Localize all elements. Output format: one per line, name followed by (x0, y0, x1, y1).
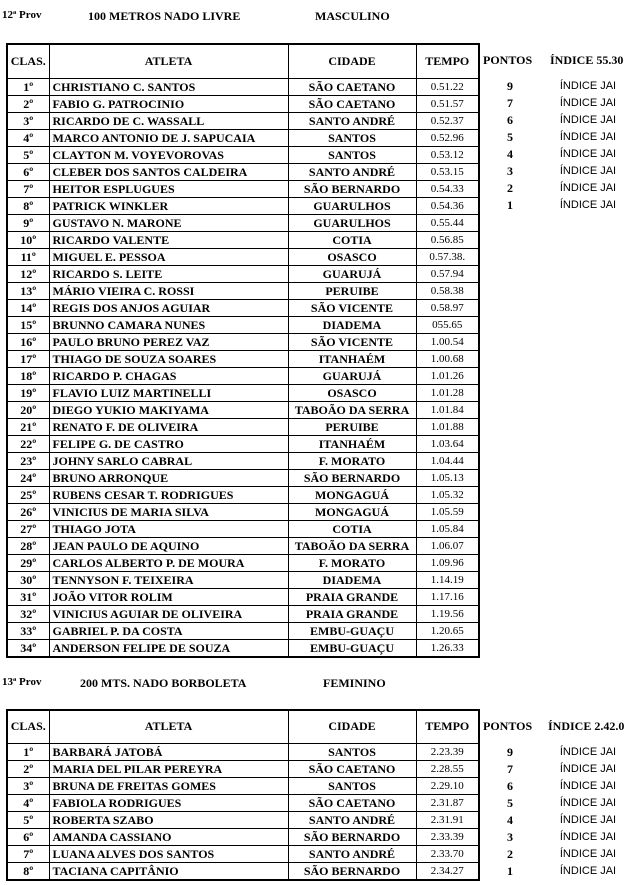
cell-clas: 7º (7, 180, 49, 197)
cell-athlete: BRUNA DE FREITAS GOMES (49, 777, 288, 794)
row-points: 4 (507, 813, 513, 827)
cell-time: 2.29.10 (416, 777, 479, 794)
cell-city: F. MORATO (288, 554, 416, 571)
cell-time: 0.57.38. (416, 248, 479, 265)
cell-clas: 34º (7, 639, 49, 657)
table-row (7, 469, 479, 486)
cell-clas: 9º (7, 214, 49, 231)
results-table-wrapper (6, 43, 480, 658)
row-points: 9 (507, 79, 513, 93)
cell-time: 055.65 (416, 316, 479, 333)
results-table (6, 43, 480, 658)
cell-clas: 1º (7, 743, 49, 760)
cell-athlete: REGIS DOS ANJOS AGUIAR (49, 299, 288, 316)
event-number: 13ª Prov (2, 676, 42, 688)
row-index: ÍNDICE JAI (559, 182, 617, 194)
row-index: ÍNDICE JAI (559, 746, 617, 758)
table-row (7, 163, 479, 180)
cell-clas: 19º (7, 384, 49, 401)
cell-clas: 11º (7, 248, 49, 265)
table-row (7, 760, 479, 777)
cell-time: 1.05.59 (416, 503, 479, 520)
cell-clas: 26º (7, 503, 49, 520)
table-row (7, 197, 479, 214)
cell-city: ITANHAÉM (288, 435, 416, 452)
cell-city: SANTO ANDRÉ (288, 811, 416, 828)
cell-city: GUARULHOS (288, 214, 416, 231)
table-row (7, 828, 479, 845)
cell-clas: 10º (7, 231, 49, 248)
cell-time: 1.05.13 (416, 469, 479, 486)
table-row (7, 316, 479, 333)
row-points: 1 (507, 198, 513, 212)
cell-city: SÃO CAETANO (288, 794, 416, 811)
table-row (7, 811, 479, 828)
cell-athlete: RENATO F. DE OLIVEIRA (49, 418, 288, 435)
cell-athlete: ROBERTA SZABO (49, 811, 288, 828)
cell-athlete: DIEGO YUKIO MAKIYAMA (49, 401, 288, 418)
cell-athlete: FLAVIO LUIZ MARTINELLI (49, 384, 288, 401)
cell-time: 0.53.15 (416, 163, 479, 180)
cell-city: SÃO CAETANO (288, 760, 416, 777)
results-table-wrapper (6, 709, 480, 881)
cell-athlete: AMANDA CASSIANO (49, 828, 288, 845)
row-points: 5 (507, 130, 513, 144)
cell-city: F. MORATO (288, 452, 416, 469)
table-row (7, 180, 479, 197)
cell-city: COTIA (288, 520, 416, 537)
cell-athlete: GUSTAVO N. MARONE (49, 214, 288, 231)
cell-clas: 7º (7, 845, 49, 862)
table-row (7, 129, 479, 146)
table-row (7, 520, 479, 537)
row-points: 2 (507, 181, 513, 195)
cell-athlete: HEITOR ESPLUGUES (49, 180, 288, 197)
row-index: ÍNDICE JAI (559, 165, 617, 177)
cell-city: SÃO BERNARDO (288, 828, 416, 845)
cell-athlete: CHRISTIANO C. SANTOS (49, 78, 288, 95)
table-row (7, 622, 479, 639)
row-points: 9 (507, 745, 513, 759)
cell-time: 0.52.96 (416, 129, 479, 146)
col-header-cidade: CIDADE (288, 44, 416, 78)
table-row (7, 418, 479, 435)
cell-time: 1.26.33 (416, 639, 479, 657)
points-header: PONTOS (483, 53, 533, 67)
cell-city: SANTO ANDRÉ (288, 845, 416, 862)
cell-clas: 2º (7, 760, 49, 777)
table-row (7, 605, 479, 622)
cell-clas: 28º (7, 537, 49, 554)
table-row (7, 537, 479, 554)
cell-time: 0.56.85 (416, 231, 479, 248)
cell-city: DIADEMA (288, 316, 416, 333)
cell-city: DIADEMA (288, 571, 416, 588)
cell-time: 2.28.55 (416, 760, 479, 777)
row-points: 1 (507, 864, 513, 878)
cell-clas: 30º (7, 571, 49, 588)
cell-athlete: THIAGO JOTA (49, 520, 288, 537)
cell-time: 0.51.57 (416, 95, 479, 112)
cell-clas: 6º (7, 163, 49, 180)
table-row (7, 401, 479, 418)
cell-athlete: JOÃO VITOR ROLIM (49, 588, 288, 605)
cell-city: MONGAGUÁ (288, 486, 416, 503)
cell-athlete: PAULO BRUNO PEREZ VAZ (49, 333, 288, 350)
cell-city: SANTOS (288, 777, 416, 794)
cell-city: SÃO VICENTE (288, 299, 416, 316)
cell-athlete: JEAN PAULO DE AQUINO (49, 537, 288, 554)
table-row (7, 862, 479, 880)
cell-time: 1.00.54 (416, 333, 479, 350)
cell-clas: 31º (7, 588, 49, 605)
table-row (7, 777, 479, 794)
cell-clas: 2º (7, 95, 49, 112)
cell-athlete: LUANA ALVES DOS SANTOS (49, 845, 288, 862)
table-row (7, 299, 479, 316)
cell-athlete: TACIANA CAPITÂNIO (49, 862, 288, 880)
table-row (7, 367, 479, 384)
cell-city: GUARULHOS (288, 197, 416, 214)
cell-time: 1.04.44 (416, 452, 479, 469)
cell-city: SÃO CAETANO (288, 78, 416, 95)
cell-athlete: CARLOS ALBERTO P. DE MOURA (49, 554, 288, 571)
cell-time: 0.58.97 (416, 299, 479, 316)
cell-time: 1.05.84 (416, 520, 479, 537)
cell-time: 2.31.91 (416, 811, 479, 828)
row-index: ÍNDICE JAI (559, 780, 617, 792)
row-index: ÍNDICE JAI (559, 848, 617, 860)
table-row (7, 265, 479, 282)
table-row (7, 231, 479, 248)
cell-time: 1.01.88 (416, 418, 479, 435)
table-row (7, 588, 479, 605)
row-points: 4 (507, 147, 513, 161)
cell-clas: 6º (7, 828, 49, 845)
row-index: ÍNDICE JAI (559, 148, 617, 160)
cell-time: 1.01.26 (416, 367, 479, 384)
cell-city: PERUIBE (288, 418, 416, 435)
cell-athlete: PATRICK WINKLER (49, 197, 288, 214)
cell-time: 1.01.28 (416, 384, 479, 401)
cell-athlete: TENNYSON F. TEIXEIRA (49, 571, 288, 588)
cell-time: 0.54.33 (416, 180, 479, 197)
cell-time: 0.53.12 (416, 146, 479, 163)
table-row (7, 350, 479, 367)
cell-athlete: ANDERSON FELIPE DE SOUZA (49, 639, 288, 657)
row-index: ÍNDICE JAI (559, 831, 617, 843)
cell-clas: 23º (7, 452, 49, 469)
cell-time: 1.19.56 (416, 605, 479, 622)
cell-athlete: MARIA DEL PILAR PEREYRA (49, 760, 288, 777)
cell-athlete: MIGUEL E. PESSOA (49, 248, 288, 265)
results-body (7, 743, 479, 880)
results-table (6, 709, 480, 881)
cell-city: SANTO ANDRÉ (288, 112, 416, 129)
index-header: ÍNDICE 55.30 (550, 53, 624, 67)
row-index: ÍNDICE JAI (559, 865, 617, 877)
cell-time: 1.03.64 (416, 435, 479, 452)
table-row (7, 78, 479, 95)
cell-clas: 4º (7, 794, 49, 811)
cell-clas: 4º (7, 129, 49, 146)
cell-clas: 27º (7, 520, 49, 537)
cell-clas: 24º (7, 469, 49, 486)
cell-athlete: CLAYTON M. VOYEVOROVAS (49, 146, 288, 163)
table-row (7, 554, 479, 571)
cell-athlete: RUBENS CESAR T. RODRIGUES (49, 486, 288, 503)
table-row (7, 639, 479, 657)
table-row (7, 743, 479, 760)
row-points: 3 (507, 830, 513, 844)
cell-clas: 8º (7, 197, 49, 214)
cell-city: GUARUJÁ (288, 265, 416, 282)
cell-clas: 8º (7, 862, 49, 880)
cell-athlete: RICARDO DE C. WASSALL (49, 112, 288, 129)
cell-city: PRAIA GRANDE (288, 605, 416, 622)
table-row (7, 384, 479, 401)
cell-time: 0.57.94 (416, 265, 479, 282)
event-number: 12ª Prov (2, 9, 42, 21)
event-title: 100 METROS NADO LIVRE (88, 9, 241, 23)
row-index: ÍNDICE JAI (559, 80, 617, 92)
cell-city: SÃO CAETANO (288, 95, 416, 112)
cell-city: SANTO ANDRÉ (288, 163, 416, 180)
row-index: ÍNDICE JAI (559, 114, 617, 126)
results-body (7, 78, 479, 657)
row-points: 6 (507, 113, 513, 127)
col-header-atleta: ATLETA (49, 44, 288, 78)
col-header-clas: CLAS. (7, 44, 49, 78)
cell-athlete: BRUNNO CAMARA NUNES (49, 316, 288, 333)
cell-city: EMBU-GUAÇU (288, 622, 416, 639)
table-row (7, 845, 479, 862)
table-row (7, 571, 479, 588)
cell-city: SÃO BERNARDO (288, 180, 416, 197)
cell-time: 2.23.39 (416, 743, 479, 760)
cell-athlete: MÁRIO VIEIRA C. ROSSI (49, 282, 288, 299)
cell-time: 0.52.37 (416, 112, 479, 129)
cell-city: COTIA (288, 231, 416, 248)
table-row (7, 503, 479, 520)
cell-time: 0.55.44 (416, 214, 479, 231)
table-row (7, 112, 479, 129)
cell-athlete: RICARDO P. CHAGAS (49, 367, 288, 384)
cell-time: 2.34.27 (416, 862, 479, 880)
cell-city: TABOÃO DA SERRA (288, 537, 416, 554)
cell-clas: 21º (7, 418, 49, 435)
cell-athlete: FELIPE G. DE CASTRO (49, 435, 288, 452)
row-index: ÍNDICE JAI (559, 814, 617, 826)
cell-athlete: BRUNO ARRONQUE (49, 469, 288, 486)
cell-athlete: FABIOLA RODRIGUES (49, 794, 288, 811)
table-row (7, 486, 479, 503)
cell-athlete: JOHNY SARLO CABRAL (49, 452, 288, 469)
cell-athlete: BARBARÁ JATOBÁ (49, 743, 288, 760)
cell-athlete: MARCO ANTONIO DE J. SAPUCAIA (49, 129, 288, 146)
cell-clas: 12º (7, 265, 49, 282)
cell-city: SÃO VICENTE (288, 333, 416, 350)
cell-time: 1.20.65 (416, 622, 479, 639)
cell-clas: 22º (7, 435, 49, 452)
col-header-clas: CLAS. (7, 710, 49, 743)
cell-clas: 3º (7, 777, 49, 794)
cell-clas: 5º (7, 146, 49, 163)
cell-city: OSASCO (288, 384, 416, 401)
cell-athlete: CLEBER DOS SANTOS CALDEIRA (49, 163, 288, 180)
table-row (7, 282, 479, 299)
row-index: ÍNDICE JAI (559, 199, 617, 211)
index-header: ÍNDICE 2.42.0 (548, 719, 625, 733)
cell-clas: 17º (7, 350, 49, 367)
row-points: 5 (507, 796, 513, 810)
cell-time: 1.14.19 (416, 571, 479, 588)
cell-city: EMBU-GUAÇU (288, 639, 416, 657)
cell-time: 2.31.87 (416, 794, 479, 811)
cell-city: GUARUJÁ (288, 367, 416, 384)
cell-clas: 3º (7, 112, 49, 129)
table-row (7, 146, 479, 163)
row-index: ÍNDICE JAI (559, 797, 617, 809)
cell-athlete: THIAGO DE SOUZA SOARES (49, 350, 288, 367)
cell-clas: 25º (7, 486, 49, 503)
col-header-tempo: TEMPO (416, 44, 479, 78)
cell-clas: 33º (7, 622, 49, 639)
cell-time: 1.06.07 (416, 537, 479, 554)
cell-city: MONGAGUÁ (288, 503, 416, 520)
event-category: FEMININO (323, 676, 386, 690)
table-row (7, 452, 479, 469)
cell-athlete: RICARDO VALENTE (49, 231, 288, 248)
points-header: PONTOS (483, 719, 533, 733)
col-header-atleta: ATLETA (49, 710, 288, 743)
cell-city: PERUIBE (288, 282, 416, 299)
cell-city: SANTOS (288, 743, 416, 760)
cell-time: 1.01.84 (416, 401, 479, 418)
cell-time: 2.33.70 (416, 845, 479, 862)
cell-clas: 32º (7, 605, 49, 622)
cell-athlete: RICARDO S. LEITE (49, 265, 288, 282)
cell-city: PRAIA GRANDE (288, 588, 416, 605)
cell-time: 2.33.39 (416, 828, 479, 845)
cell-city: SÃO BERNARDO (288, 862, 416, 880)
row-points: 2 (507, 847, 513, 861)
row-points: 7 (507, 96, 513, 110)
row-points: 3 (507, 164, 513, 178)
cell-city: SANTOS (288, 146, 416, 163)
event-title: 200 MTS. NADO BORBOLETA (80, 676, 247, 690)
cell-clas: 18º (7, 367, 49, 384)
cell-clas: 15º (7, 316, 49, 333)
row-index: ÍNDICE JAI (559, 97, 617, 109)
cell-clas: 16º (7, 333, 49, 350)
cell-city: TABOÃO DA SERRA (288, 401, 416, 418)
cell-time: 1.09.96 (416, 554, 479, 571)
cell-time: 1.05.32 (416, 486, 479, 503)
cell-time: 1.17.16 (416, 588, 479, 605)
cell-city: ITANHAÉM (288, 350, 416, 367)
row-index: ÍNDICE JAI (559, 763, 617, 775)
event-category: MASCULINO (315, 9, 390, 23)
cell-athlete: VINICIUS AGUIAR DE OLIVEIRA (49, 605, 288, 622)
table-row (7, 214, 479, 231)
table-row (7, 435, 479, 452)
cell-clas: 20º (7, 401, 49, 418)
cell-time: 0.51.22 (416, 78, 479, 95)
col-header-tempo: TEMPO (416, 710, 479, 743)
table-row (7, 248, 479, 265)
cell-city: SANTOS (288, 129, 416, 146)
row-points: 7 (507, 762, 513, 776)
cell-clas: 5º (7, 811, 49, 828)
cell-clas: 14º (7, 299, 49, 316)
cell-athlete: VINICIUS DE MARIA SILVA (49, 503, 288, 520)
cell-city: SÃO BERNARDO (288, 469, 416, 486)
cell-time: 0.58.38 (416, 282, 479, 299)
table-row (7, 333, 479, 350)
table-row (7, 95, 479, 112)
cell-clas: 29º (7, 554, 49, 571)
cell-athlete: GABRIEL P. DA COSTA (49, 622, 288, 639)
cell-athlete: FABIO G. PATROCINIO (49, 95, 288, 112)
col-header-cidade: CIDADE (288, 710, 416, 743)
row-index: ÍNDICE JAI (559, 131, 617, 143)
row-points: 6 (507, 779, 513, 793)
cell-time: 1.00.68 (416, 350, 479, 367)
table-row (7, 794, 479, 811)
cell-clas: 1º (7, 78, 49, 95)
cell-time: 0.54.36 (416, 197, 479, 214)
cell-clas: 13º (7, 282, 49, 299)
cell-city: OSASCO (288, 248, 416, 265)
